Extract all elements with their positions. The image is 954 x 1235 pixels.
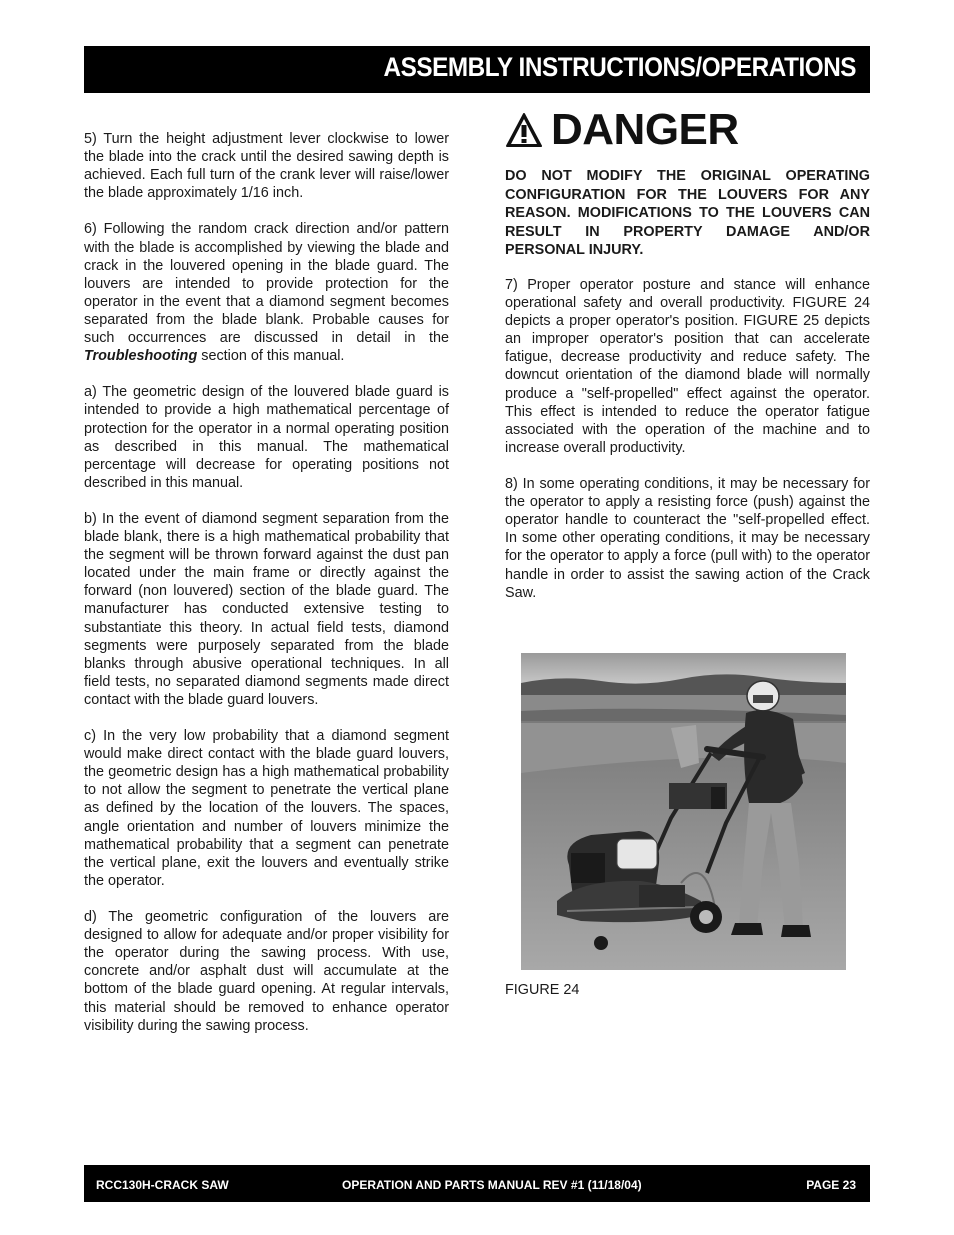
paragraph-step-5: 5) Turn the height adjustment lever clockwise to lower the blade into the crack until the desired sawing depth is achieved. Each full turn of the crank lever will raise/lower the blade approximately 1/16 inch. bbox=[84, 131, 449, 202]
paragraph-a: a) The geometric design of the louvered blade guard is intended to provide a high mathematical percentage of protection for the operator in a normal operating position as described in this manual. The mathematical percentage will decrease for operating positions not described in this manual. bbox=[84, 384, 449, 491]
right-column bbox=[505, 276, 870, 620]
footer-bar bbox=[84, 1165, 870, 1202]
danger-heading bbox=[505, 104, 739, 156]
danger-word: DANGER bbox=[551, 105, 739, 154]
paragraph-step-6 bbox=[84, 220, 449, 365]
danger-warning-text: DO NOT MODIFY THE ORIGINAL OPERATING CONFIGURATION FOR THE LOUVERS FOR ANY REASON. MODIFICATIONS TO THE LOUVERS CAN RESULT IN PROPERTY DAMAGE AND/OR PERSONAL INJURY. bbox=[505, 168, 870, 258]
paragraph-d: d) The geometric configuration of the louvers are designed to allow for adequate and/or proper visibility for the operator during the sawing process. With use, concrete and/or asphalt dust will accumulate at the bottom of the blade guard opening. At regular intervals, this material should be removed to enhance operator visibility during the sawing process. bbox=[84, 909, 449, 1034]
operator-with-crack-saw-image bbox=[521, 653, 846, 970]
paragraph-step-7: 7) Proper operator posture and stance will enhance operational safety and overall productivity. FIGURE 24 depicts a proper operator's position. FIGURE 25 depicts an improper operator's position that can accelerate fatigue, decrease productivity and reduce safety. The downcut orientation of the diamond blade will normally produce a "self-propelled" effect against the operator. This effect is intended to reduce the operator fatigue associated with the operation of the machine and to increase overall productivity. bbox=[505, 277, 870, 456]
troubleshooting-reference: Troubleshooting bbox=[84, 348, 198, 365]
step-6-text-end: section of this manual. bbox=[197, 348, 345, 365]
footer-page-number: PAGE 23 bbox=[806, 1178, 856, 1192]
footer-model: RCC130H-CRACK SAW bbox=[96, 1178, 229, 1192]
paragraph-b: b) In the event of diamond segment separation from the blade blank, there is a high mathematical probability that the segment will be thrown forward against the dust pan located under the main frame or directly against the forward (non louvered) section of the blade guard. The manufacturer has conducted extensive testing to substantiate this theory. In actual field tests, diamond segments were purposely separated from the blade blanks through abusive operational techniques. In all field tests, no separated diamond segments made direct contact with the blade guard louvers. bbox=[84, 510, 449, 708]
page-title: ASSEMBLY INSTRUCTIONS/OPERATIONS bbox=[383, 52, 856, 82]
paragraph-step-8: 8) In some operating conditions, it may be necessary for the operator to apply a resisting force (push) against the operator handle to counteract the "self-propelled effect. In some other operating conditions, it may be necessary for the operator to apply a force (pull with) to the operator handle in order to assist the sawing action of the Crack Saw. bbox=[505, 476, 870, 601]
footer-manual-title: OPERATION AND PARTS MANUAL REV #1 (11/18/04) bbox=[342, 1178, 642, 1192]
header-bar bbox=[84, 46, 870, 93]
step-6-text: 6) Following the random crack direction and/or pattern with the blade is accomplished by viewing the blade and crack in the louvered opening in the blade guard. The louvers are intended to provide protection for the operator in the event that a diamond segment becomes separated from the blade blank. Probable causes for such occurrences are discussed in detail in the bbox=[84, 221, 449, 347]
warning-icon bbox=[505, 112, 543, 148]
paragraph-c: c) In the very low probability that a diamond segment would make direct contact with the blade guard louvers, the geometric design has a high mathematical probability to not allow the segment to penetrate the vertical plane as defined by the location of the louvers. The spaces, angle orientation and number of louvers minimize the mathematical probability that a segment can penetrate the vertical plane, exit the louvers and eventually strike the operator. bbox=[84, 728, 449, 889]
left-column bbox=[84, 130, 449, 1053]
figure-24-photo bbox=[521, 653, 846, 970]
figure-caption: FIGURE 24 bbox=[505, 982, 580, 998]
